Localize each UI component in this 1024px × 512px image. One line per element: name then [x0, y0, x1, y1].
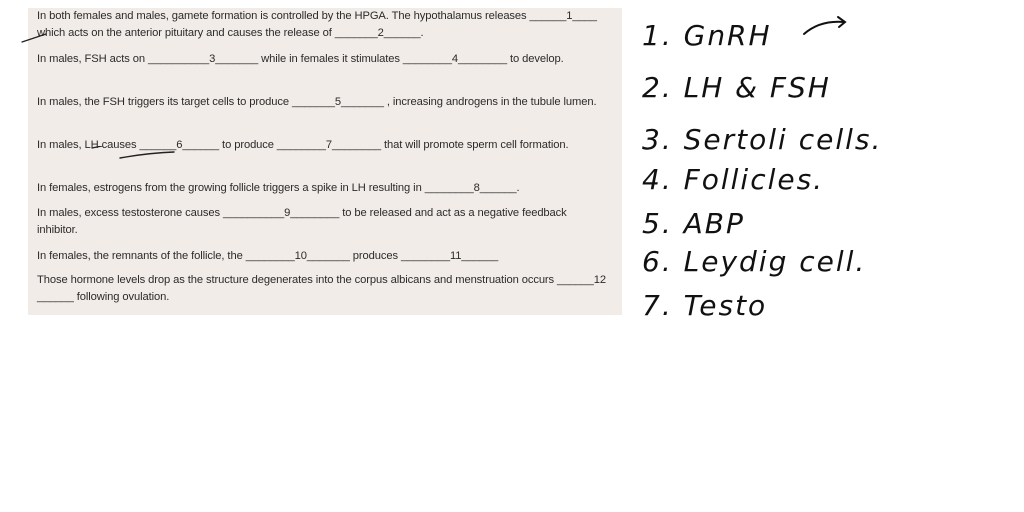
answer-5: 5. ABP	[642, 207, 745, 240]
question-paragraph-3: In males, the FSH triggers its target cells to produce _______5_______ , increasing androgens in the tubule lumen.	[37, 96, 597, 108]
answer-6: 6. Leydig cell.	[642, 245, 867, 278]
question-paragraph-6: In males, excess testosterone causes __________9________ to be released and act as a negative feedback inhibitor.	[37, 207, 567, 236]
arrow-stroke-icon	[800, 14, 850, 40]
answer-1: 1. GnRH	[642, 19, 772, 52]
answer-2: 2. LH & FSH	[642, 71, 831, 104]
answer-7: 7. Testo	[642, 289, 768, 322]
answer-4: 4. Follicles.	[642, 163, 825, 196]
pen-underline-lh	[88, 146, 178, 164]
question-paragraph-2: In males, FSH acts on __________3_______ while in females it stimulates ________4________ to develop.	[37, 53, 564, 65]
question-paragraph-4: In males, LH causes ______6______ to produce ________7________ that will promote sperm cell formation.	[37, 139, 569, 151]
answer-3: 3. Sertoli cells.	[642, 123, 883, 156]
question-paragraph-7: In females, the remnants of the follicle, the ________10_______ produces ________11______	[37, 250, 499, 262]
question-paragraph-5: In females, estrogens from the growing follicle triggers a spike in LH resulting in ________8______.	[37, 182, 520, 194]
question-paragraph-1: In both females and males, gamete formation is controlled by the HPGA. The hypothalamus releases ______1____ which acts on the anterior pituitary and causes the release of _______2______.	[37, 10, 597, 39]
pen-mark-first-line	[20, 30, 50, 46]
question-paragraph-8: Those hormone levels drop as the structure degenerates into the corpus albicans and menstruation occurs ______12 ______ following ovulation.	[37, 274, 607, 303]
